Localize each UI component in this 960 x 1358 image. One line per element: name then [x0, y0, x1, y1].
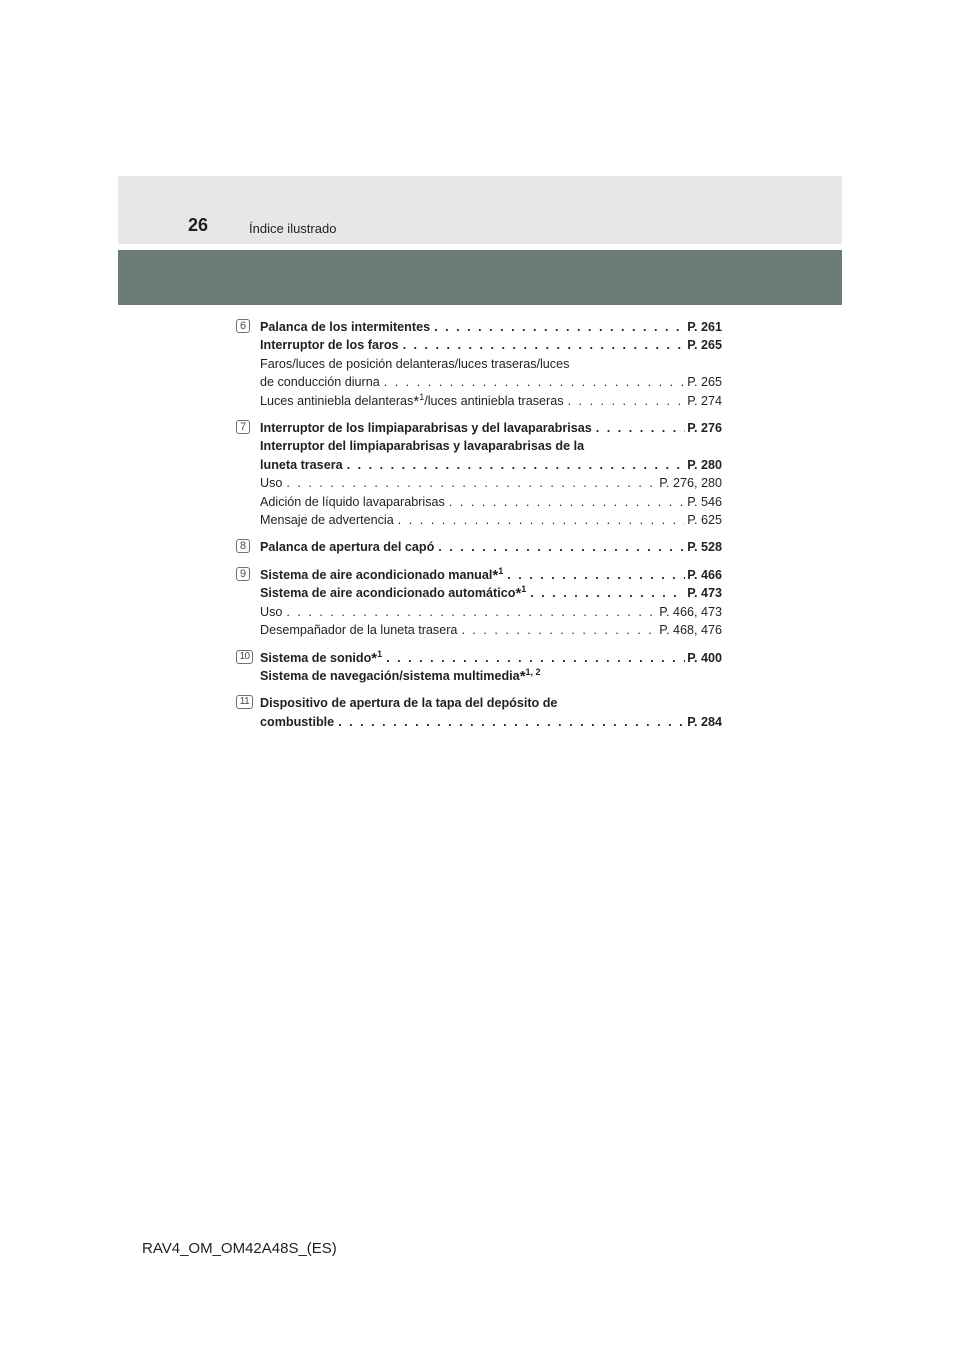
- entry-text: Interruptor del limpiaparabrisas y lavaparabrisas de la: [260, 439, 585, 454]
- footnote-ref: 1: [419, 391, 425, 402]
- entry-text: [260, 667, 541, 685]
- index-line: [260, 694, 722, 712]
- page-reference[interactable]: P. 284: [687, 714, 722, 729]
- entry-text: Interruptor de los limpiaparabrisas y del lavaparabrisas: [260, 421, 592, 436]
- dot-leader: [384, 373, 685, 391]
- index-line: [260, 355, 722, 373]
- index-line: [260, 538, 722, 556]
- item-number-badge: 7: [236, 420, 250, 434]
- index-line: [260, 511, 722, 529]
- page-reference[interactable]: P. 265: [687, 338, 722, 353]
- item-number-badge: 11: [236, 695, 253, 709]
- dot-leader: [338, 713, 685, 731]
- entry-text: [260, 392, 564, 410]
- page-reference[interactable]: P. 466, 473: [659, 604, 722, 619]
- entry-text: [260, 649, 382, 667]
- page-number: 26: [188, 215, 209, 235]
- header-title-bar: [118, 250, 842, 305]
- dot-leader: [347, 456, 686, 474]
- entry-text: Mensaje de advertencia: [260, 513, 394, 528]
- header-band: [118, 176, 842, 244]
- footnote-ref: 1: [521, 584, 527, 595]
- entry-text-part: Sistema de aire acondicionado manual: [260, 567, 493, 582]
- index-line: [260, 437, 722, 455]
- footnote-asterisk: *: [519, 667, 526, 685]
- entry-text-part: Sistema de aire acondicionado automático: [260, 586, 516, 601]
- dot-leader: [461, 621, 657, 639]
- entry-text: Dispositivo de apertura de la tapa del depósito de: [260, 696, 558, 711]
- entry-text-part: /luces antiniebla traseras: [424, 393, 564, 408]
- index-entry: [236, 694, 722, 731]
- entry-text: Interruptor de los faros: [260, 338, 399, 353]
- index-entry: [236, 538, 722, 556]
- index-line: [260, 667, 722, 685]
- footnote-ref: 1, 2: [525, 666, 541, 677]
- dot-leader: [386, 649, 685, 667]
- entry-text: [260, 566, 503, 584]
- page-reference[interactable]: P. 276: [687, 421, 722, 436]
- section-title: Índice ilustrado: [249, 221, 337, 236]
- index-line: [260, 566, 722, 584]
- dot-leader: [403, 336, 686, 354]
- page-reference[interactable]: P. 528: [687, 540, 722, 555]
- index-entry: [236, 419, 722, 529]
- entry-text: luneta trasera: [260, 457, 343, 472]
- page-reference[interactable]: P. 473: [687, 586, 722, 601]
- dot-leader: [530, 584, 685, 602]
- index-line: [260, 456, 722, 474]
- dot-leader: [434, 318, 685, 336]
- page-reference[interactable]: P. 546: [687, 494, 722, 509]
- page-reference[interactable]: P. 466: [687, 567, 722, 582]
- dot-leader: [286, 474, 657, 492]
- page-reference[interactable]: P. 468, 476: [659, 623, 722, 638]
- page-reference[interactable]: P. 274: [687, 393, 722, 408]
- index-entries: [236, 318, 722, 740]
- entry-text: Uso: [260, 604, 283, 619]
- entry-text: Palanca de los intermitentes: [260, 320, 431, 334]
- item-number-badge: 9: [236, 567, 250, 581]
- entry-text-part: Sistema de navegación/sistema multimedia: [260, 668, 520, 683]
- item-number-badge: 8: [236, 539, 250, 553]
- index-line: [260, 373, 722, 391]
- footnote-asterisk: *: [371, 649, 378, 667]
- index-line: [260, 713, 722, 731]
- entry-text: combustible: [260, 714, 335, 729]
- entry-text: Faros/luces de posición delanteras/luces traseras/luces: [260, 356, 570, 371]
- dot-leader: [286, 603, 657, 621]
- footnote-asterisk: *: [492, 566, 499, 584]
- index-line: [260, 649, 722, 667]
- dot-leader: [398, 511, 685, 529]
- footnote-asterisk: *: [413, 392, 420, 410]
- entry-text-part: Luces antiniebla delanteras: [260, 393, 414, 408]
- entry-text: [260, 584, 526, 602]
- dot-leader: [596, 419, 685, 437]
- entry-text: Adición de líquido lavaparabrisas: [260, 494, 445, 509]
- footnote-ref: 1: [377, 648, 383, 659]
- entry-text: Palanca de apertura del capó: [260, 540, 435, 555]
- index-line: [260, 336, 722, 354]
- index-entry: [236, 649, 722, 686]
- page-reference[interactable]: P. 280: [687, 457, 722, 472]
- dot-leader: [507, 566, 685, 584]
- item-number-badge: 6: [236, 319, 250, 333]
- index-line: [260, 493, 722, 511]
- item-number-badge: 10: [236, 650, 253, 664]
- page-reference[interactable]: P. 261: [687, 320, 722, 334]
- index-line: [260, 392, 722, 410]
- index-line: [260, 474, 722, 492]
- footnote-ref: 1: [498, 565, 504, 576]
- manual-code: RAV4_OM_OM42A48S_(ES): [142, 1240, 337, 1257]
- entry-text: Desempañador de la luneta trasera: [260, 623, 458, 638]
- entry-text-part: Sistema de sonido: [260, 650, 372, 665]
- index-line: [260, 621, 722, 639]
- index-line: [260, 318, 722, 336]
- dot-leader: [449, 493, 685, 511]
- dot-leader: [568, 392, 686, 410]
- index-line: [260, 584, 722, 602]
- dot-leader: [438, 538, 685, 556]
- page-reference[interactable]: P. 625: [687, 513, 722, 528]
- entry-text: de conducción diurna: [260, 375, 380, 390]
- footnote-asterisk: *: [515, 585, 522, 603]
- page-reference[interactable]: P. 276, 280: [659, 476, 722, 491]
- index-line: [260, 419, 722, 437]
- index-entry: [236, 318, 722, 410]
- page-reference[interactable]: P. 400: [687, 650, 722, 665]
- index-line: [260, 603, 722, 621]
- page-reference[interactable]: P. 265: [687, 375, 722, 390]
- entry-text: Uso: [260, 476, 283, 491]
- index-entry: [236, 566, 722, 640]
